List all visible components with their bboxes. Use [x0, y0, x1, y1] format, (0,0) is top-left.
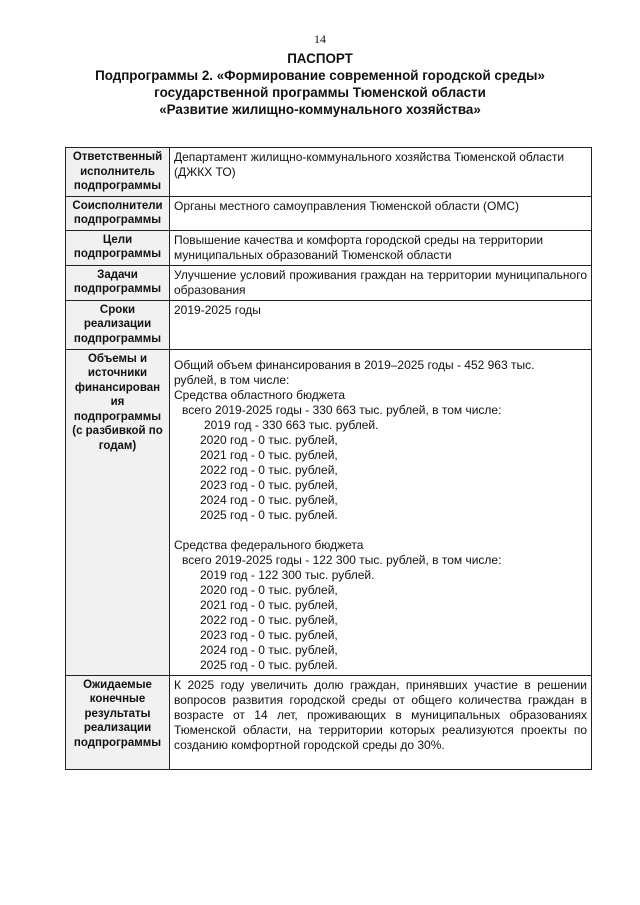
regional-year-2023: 2023 год - 0 тыс. рублей, — [200, 477, 338, 492]
federal-year-2022: 2022 год - 0 тыс. рублей, — [200, 612, 338, 627]
title-line-4: «Развитие жилищно-коммунального хозяйства» — [159, 102, 481, 117]
row-header-tasks: Задачи подпрограммы — [66, 265, 170, 300]
federal-budget-total: всего 2019-2025 годы - 122 300 тыс. рублей, в том числе: — [182, 552, 502, 567]
regional-year-2020: 2020 год - 0 тыс. рублей, — [200, 432, 338, 447]
regional-year-2019: 2019 год - 330 663 тыс. рублей. — [204, 417, 379, 432]
row-header-coexecutors: Соисполнители подпрограммы — [66, 196, 170, 230]
regional-year-2022: 2022 год - 0 тыс. рублей, — [200, 462, 338, 477]
regional-budget-total: всего 2019-2025 годы - 330 663 тыс. рублей, в том числе: — [182, 402, 502, 417]
row-value-tasks: Улучшение условий проживания граждан на территории муниципального образования — [170, 265, 592, 300]
row-value-terms: 2019-2025 годы — [170, 300, 592, 349]
row-value-coexecutors: Органы местного самоуправления Тюменской области (ОМС) — [170, 196, 592, 230]
page-number: 14 — [314, 32, 326, 46]
federal-year-2019: 2019 год - 122 300 тыс. рублей. — [200, 567, 375, 582]
federal-year-2025: 2025 год - 0 тыс. рублей. — [200, 657, 338, 672]
row-value-results: К 2025 году увеличить долю граждан, принявших участие в решении вопросов развития городской среды от общего количества граждан в возрасте от 14 лет, проживающих в муниципальных образованиях Тюменской области, на территории которых реализуются проекты по созданию комфортной городской среды до 30%. — [170, 675, 592, 769]
table-row-tasks — [66, 265, 592, 300]
regional-budget-title: Средства областного бюджета — [174, 387, 346, 402]
title-line-1: ПАСПОРТ — [287, 51, 353, 66]
table-row-executor — [66, 148, 592, 197]
passport-table — [65, 147, 592, 770]
table-row-goals — [66, 230, 592, 265]
federal-budget-title: Средства федерального бюджета — [174, 537, 364, 552]
table-row-results — [66, 675, 592, 769]
row-header-executor: Ответственный исполнитель подпрограммы — [66, 148, 170, 197]
federal-year-2023: 2023 год - 0 тыс. рублей, — [200, 627, 338, 642]
row-value-goals: Повышение качества и комфорта городской среды на территории муниципальных образований Тюменской области — [170, 230, 592, 265]
title-line-3: государственной программы Тюменской области — [154, 85, 486, 100]
funding-total-line-1: Общий объем финансирования в 2019–2025 годы - 452 963 тыс. — [174, 357, 535, 372]
document-title — [60, 50, 580, 118]
funding-total-line-2: рублей, в том числе: — [174, 372, 290, 387]
row-header-terms: Сроки реализации подпрограммы — [66, 300, 170, 349]
row-header-results: Ожидаемые конечные результаты реализации подпрограммы — [66, 675, 170, 769]
row-value-executor: Департамент жилищно-коммунального хозяйства Тюменской области (ДЖКХ ТО) — [170, 148, 592, 197]
table-row-funding — [66, 349, 592, 675]
row-header-funding: Объемы и источники финансирован ия подпрограммы (с разбивкой по годам) — [66, 349, 170, 675]
table-row-coexecutors — [66, 196, 592, 230]
regional-year-2025: 2025 год - 0 тыс. рублей. — [200, 507, 338, 522]
federal-year-2020: 2020 год - 0 тыс. рублей, — [200, 582, 338, 597]
regional-year-2021: 2021 год - 0 тыс. рублей, — [200, 447, 338, 462]
regional-year-2024: 2024 год - 0 тыс. рублей, — [200, 492, 338, 507]
title-line-2: Подпрограммы 2. «Формирование современной городской среды» — [95, 68, 545, 83]
row-value-funding — [170, 349, 592, 675]
federal-year-2021: 2021 год - 0 тыс. рублей, — [200, 597, 338, 612]
table-row-terms — [66, 300, 592, 349]
row-header-goals: Цели подпрограммы — [66, 230, 170, 265]
federal-year-2024: 2024 год - 0 тыс. рублей, — [200, 642, 338, 657]
